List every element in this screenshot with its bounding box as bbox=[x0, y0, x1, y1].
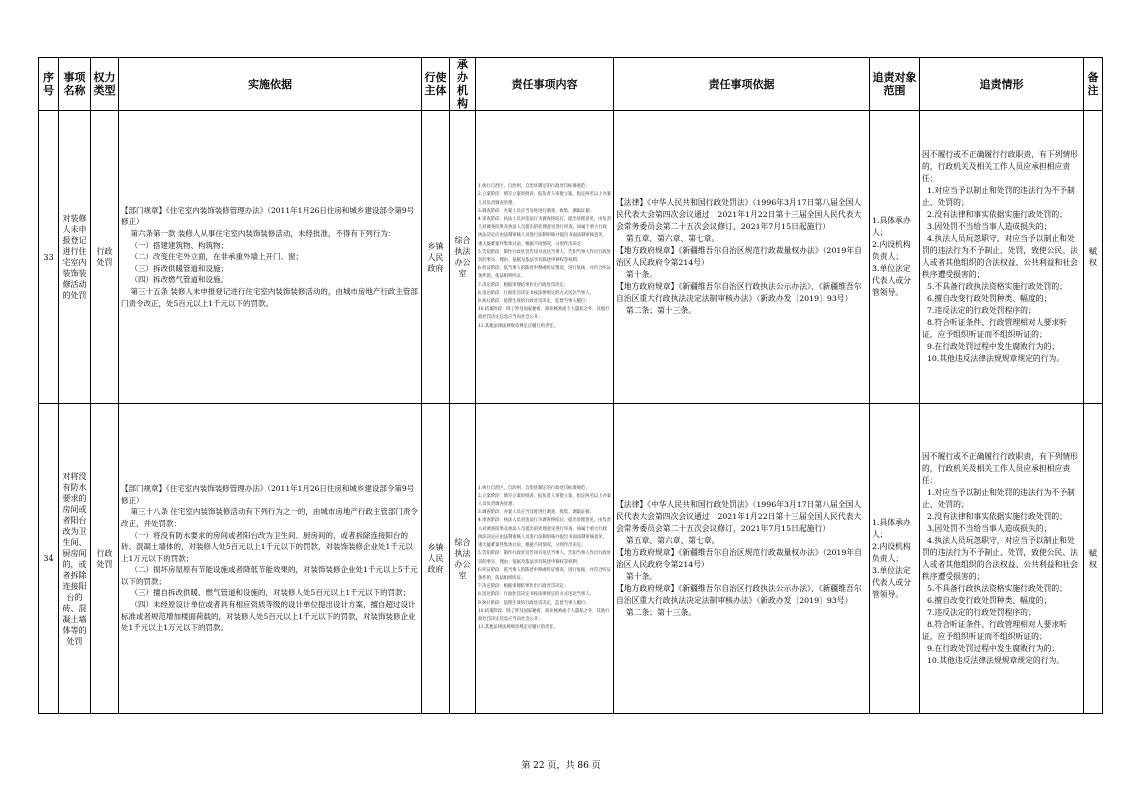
basis-line: （二）改变住宅外立面，在非承重外墙上开门、窗； bbox=[121, 252, 304, 262]
scope-cell bbox=[870, 111, 920, 404]
seq-cell: 33 bbox=[39, 111, 59, 404]
rbasis-line: 【地方政府规章】《新疆维吾尔自治区规范行政裁量权办法》（2019年自治区人民政府令第214号） bbox=[616, 547, 862, 569]
basis-line: （一）搭建建筑物、构筑物； bbox=[121, 240, 229, 250]
resp-line: 2.立案阶段：填写立案审批表，报负责人审批立案，指定两名以上办案人员负责调查处理； bbox=[478, 493, 612, 508]
header-type: 权力类型 bbox=[91, 58, 119, 111]
header-basis: 实施依据 bbox=[119, 58, 422, 111]
header-rbasis: 责任事项依据 bbox=[614, 58, 870, 111]
circ-line: 因不履行或不正确履行行政职责，有下列情形的，行政机关及相关工作人员应承担相应责任： bbox=[922, 150, 1078, 183]
circ-cell bbox=[920, 404, 1084, 714]
rbasis-line: 第二条；第十三条。 bbox=[616, 306, 697, 315]
rbasis-line: 【地方政府规章】《新疆维吾尔自治区规范行政裁量权办法》（2019年自治区人民政府令第214号） bbox=[616, 246, 862, 267]
circ-line: 9.在行政处罚过程中发生腐败行为的； bbox=[922, 342, 1060, 351]
rbasis-cell bbox=[614, 111, 870, 404]
circ-line: 4.执法人员玩忽职守，对应当予以制止和处罚的违法行为不予制止、处罚，致使公民、法人或者其他组织的合法权益、公共利益和社会秩序遭受损害的； bbox=[922, 234, 1078, 279]
scope-line: 1.具体承办人； bbox=[872, 517, 911, 539]
circ-line: 7.违反法定的行政处罚程序的； bbox=[922, 607, 1036, 617]
basis-line: （四）未经原设计单位或者具有相应资质等级的设计单位提出设计方案，擅自超过设计标准或者规范增加楼面荷载的，对装修人处5百元以上1千元以下的罚款，对装饰装修企业处1千元以上1万元以下的罚款。 bbox=[121, 600, 416, 633]
resp-line: 6.听证阶段：依当事人的陈述申辩或听证情况，进行复核，并符合听证条件的，依法组织听证； bbox=[478, 266, 612, 280]
note-cell: 赋权 bbox=[1084, 404, 1103, 714]
circ-line: 1.对应当予以制止和处罚的违法行为不予制止、处罚的； bbox=[922, 487, 1075, 509]
rbasis-line: 第二条；第十三条。 bbox=[616, 607, 697, 617]
basis-line: 【部门规章】《住宅室内装饰装修管理办法》（2011年1月26日住房和城乡建设部令第9号修正） bbox=[121, 205, 415, 227]
circ-line: 2.没有法律和事实依据实施行政处罚的； bbox=[922, 210, 1067, 219]
resp-line: 9.执行阶段：依照生效的行政处罚决定，监督当事人履行； bbox=[478, 299, 590, 305]
note-cell: 赋权 bbox=[1084, 111, 1103, 404]
resp-line: 8.送达阶段：行政处罚决定书按法律规定的方式送达当事人； bbox=[478, 290, 594, 296]
scope-cell bbox=[870, 404, 920, 714]
rbasis-cell bbox=[614, 404, 870, 714]
circ-line: 5.不具备行政执法资格实施行政处罚的； bbox=[922, 282, 1067, 291]
basis-cell bbox=[119, 404, 422, 714]
circ-line: 5.不具备行政执法资格实施行政处罚的； bbox=[922, 583, 1067, 593]
circ-cell bbox=[920, 111, 1084, 404]
circ-line: 8.符合听证条件、行政管理相对人要求听证，应予组织听证而不组织听证的； bbox=[922, 318, 1067, 339]
circ-line: 10.其他违反法律法规规章规定的行为。 bbox=[922, 354, 1065, 363]
header-circ: 追责情形 bbox=[920, 58, 1084, 111]
table-row bbox=[39, 404, 1103, 714]
scope-line: 2.内设机构负责人； bbox=[872, 240, 911, 261]
resp-cell bbox=[476, 111, 614, 404]
subject-cell: 乡镇人民政府 bbox=[422, 404, 450, 714]
circ-line: 6.擅自改变行政处罚种类、幅度的； bbox=[922, 595, 1052, 605]
basis-line: （三）拆改供暖管道和设施； bbox=[121, 263, 229, 273]
header-scope: 追责对象范围 bbox=[870, 58, 920, 111]
rbasis-line: 【地方政府规章】《新疆维吾尔自治区行政执法公示办法》、《新疆维吾尔自治区重大行政执法决定法制审核办法》（新政办发〔2019〕93号） bbox=[616, 583, 862, 605]
header-org: 承办机构 bbox=[450, 58, 476, 111]
scope-line: 3.单位法定代表人或分管领导。 bbox=[872, 264, 911, 297]
item-name-cell: 对将没有防水要求的房间或者阳台改为卫生间、厨房间的，或者拆除连接阳台的砖、混凝土墙体等的处罚 bbox=[59, 404, 91, 714]
org-cell: 综合执法办公室 bbox=[450, 111, 476, 404]
circ-line: 8.符合听证条件、行政管理相对人要求听证，应予组织听证而不组织听证的； bbox=[922, 619, 1067, 641]
page-footer: 第 22 页，共 86 页 bbox=[521, 761, 601, 771]
rbasis-line: 第十条。 bbox=[616, 270, 658, 279]
circ-line: 7.违反法定的行政处罚程序的； bbox=[922, 306, 1036, 315]
responsibility-table bbox=[38, 57, 1103, 714]
header-seq: 序号 bbox=[39, 58, 59, 111]
basis-line: （一）将没有防水要求的房间或者阳台改为卫生间、厨房间的，或者拆除连接阳台的砖、混凝土墙体的，对装修人处5百元以上1千元以下的罚款，对装饰装修企业处1千元以上1万元以下的罚款； bbox=[121, 530, 413, 563]
resp-line: 3.调查阶段：办案人员应当及时进行调查、收集、调取证据； bbox=[478, 208, 594, 214]
circ-line: 3.因处罚不当给当事人造成损失的； bbox=[922, 222, 1052, 231]
scope-line: 2.内设机构负责人； bbox=[872, 541, 911, 563]
resp-line: 1.执行自治区、自治州、自治县制定的行政处罚标准规范； bbox=[478, 485, 590, 491]
resp-line: 7.决定阶段：根据审理结果作出行政处罚决定； bbox=[478, 584, 569, 590]
power-type-cell: 行政处罚 bbox=[91, 404, 119, 714]
basis-line: 第六条第一款 装修人从事住宅室内装饰装修活动，未经批准，不得有下列行为： bbox=[121, 229, 396, 239]
basis-line: 第三十五条 装修人未申报登记进行住宅室内装饰装修活动的，由城市房地产行政主管部门责令改正，处5百元以上1千元以下的罚款。 bbox=[121, 286, 418, 308]
circ-line: 4.执法人员玩忽职守，对应当予以制止和处罚的违法行为不予制止、处罚，致使公民、法人或者其他组织的合法权益、公共利益和社会秩序遭受损害的； bbox=[922, 535, 1078, 581]
rbasis-line: 第五章、第六章、第七章。 bbox=[616, 535, 720, 545]
resp-line: 7.决定阶段：根据审理结果作出行政处罚决定； bbox=[478, 282, 569, 288]
table-header-row bbox=[39, 58, 1103, 111]
header-subject: 行使主体 bbox=[422, 58, 450, 111]
circ-line: 9.在行政处罚过程中发生腐败行为的； bbox=[922, 643, 1060, 653]
resp-line: 11.其他法律法规规章规定应履行的责任。 bbox=[478, 625, 558, 631]
resp-line: 3.调查阶段：办案人员应当及时进行调查、收集、调取证据； bbox=[478, 510, 594, 516]
resp-line: 5.告知阶段：制作行政处罚告知书送达当事人，告知当事人作出行政处罚的事实、理由、依据及依法享有陈述申辩权等权利； bbox=[478, 249, 612, 263]
header-note: 备注 bbox=[1084, 58, 1103, 111]
header-name: 事项名称 bbox=[59, 58, 91, 111]
circ-line: 1.对应当予以制止和处罚的违法行为不予制止、处罚的； bbox=[922, 186, 1075, 207]
circ-line: 因不履行或不正确履行行政职责，有下列情形的，行政机关及相关工作人员应承担相应责任： bbox=[922, 451, 1078, 485]
circ-line: 10.其他违反法律法规规章规定的行为。 bbox=[922, 655, 1065, 665]
circ-line: 2.没有法律和事实依据实施行政处罚的； bbox=[922, 511, 1067, 521]
resp-line: 4.审查阶段：执法人员对违法行为调查终结后，提出处理意见，由负责人对调查结果及执法人员提出的处理意见进行审查。如属于重大行政执法决定应由法制审核人员进行法制审核并提出书面法制审核意见，重大疑难案件集体讨论，根据不同情况，分别作出决定； bbox=[478, 216, 612, 247]
rbasis-line: 【地方政府规章】《新疆维吾尔自治区行政执法公示办法》、《新疆维吾尔自治区重大行政执法决定法制审核办法》（新政办发〔2019〕93号） bbox=[616, 282, 862, 303]
scope-line: 1.具体承办人； bbox=[872, 216, 911, 237]
resp-line: 10.结案阶段：除了涉及国家秘密、商业秘密或个人隐私之外，其他行政处罚决定信息应当向社会公开； bbox=[478, 608, 610, 622]
subject-cell: 乡镇人民政府 bbox=[422, 111, 450, 404]
resp-line: 9.执行阶段：依照生效的行政处罚决定，监督当事人履行； bbox=[478, 600, 590, 606]
basis-line: 第三十八条 住宅室内装饰装修活动有下列行为之一的，由城市房地产行政主管部门责令改正，并处罚款： bbox=[121, 507, 418, 528]
scope-line: 3.单位法定代表人或分管领导。 bbox=[872, 565, 911, 599]
resp-line: 5.告知阶段：制作行政处罚告知书送达当事人，告知当事人作出行政处罚的事实、理由、依据及依法享有陈述申辩权等权利； bbox=[478, 551, 612, 565]
rbasis-line: 【法律】《中华人民共和国行政处罚法》（1996年3月17日第八届全国人民代表大会第四次会议通过 2021年1月22日第十三届全国人民代表大会常务委员会第二十五次会议修订，2021年7月15日起施行） bbox=[616, 198, 862, 231]
circ-line: 3.因处罚不当给当事人造成损失的； bbox=[922, 523, 1052, 533]
resp-line: 2.立案阶段：填写立案审批表，报负责人审批立案，指定两名以上办案人员负责调查处理； bbox=[478, 192, 612, 206]
table-row bbox=[39, 111, 1103, 404]
rbasis-line: 第五章、第六章、第七章。 bbox=[616, 234, 720, 243]
org-cell: 综合执法办公室 bbox=[450, 404, 476, 714]
resp-line: 10.结案阶段：除了涉及国家秘密、商业秘密或个人隐私之外，其他行政处罚决定信息应当向社会公开； bbox=[478, 307, 610, 321]
power-type-cell: 行政处罚 bbox=[91, 111, 119, 404]
header-resp: 责任事项内容 bbox=[476, 58, 614, 111]
resp-line: 11.其他法律法规规章规定应履行的责任。 bbox=[478, 323, 558, 329]
basis-line: （四）拆改燃气管道和设施。 bbox=[121, 275, 229, 285]
item-name-cell: 对装修人未申报登记进行住宅室内装饰装修活动的处罚 bbox=[59, 111, 91, 404]
seq-cell: 34 bbox=[39, 404, 59, 714]
basis-cell bbox=[119, 111, 422, 404]
resp-line: 6.听证阶段：依当事人的陈述申辩或听证情况，进行复核，并符合听证条件的，依法组织听证； bbox=[478, 567, 612, 581]
resp-line: 8.送达阶段：行政处罚决定书按法律规定的方式送达当事人； bbox=[478, 592, 594, 598]
resp-line: 1.执行自治区、自治州、自治县制定的行政处罚标准规范； bbox=[478, 184, 590, 190]
basis-line: （三）擅自拆改供暖、燃气管道和设施的，对装修人处5百元以上1千元以下的罚款； bbox=[121, 588, 411, 598]
basis-line: 【部门规章】《住宅室内装饰装修管理办法》（2011年1月26日住房和城乡建设部令第9号修正） bbox=[121, 484, 415, 505]
resp-line: 4.审查阶段：执法人员对违法行为调查终结后，提出处理意见，由负责人对调查结果及执法人员提出的处理意见进行审查。如属于重大行政执法决定应由法制审核人员进行法制审核并提出书面法制审核意见，重大疑难案件集体讨论，根据不同情况，分别作出决定； bbox=[478, 518, 612, 549]
basis-line: （二）损坏房屋原有节能设施或者降低节能效果的，对装饰装修企业处1千元以上5千元以下的罚款； bbox=[121, 565, 418, 586]
resp-cell bbox=[476, 404, 614, 714]
rbasis-line: 第十条。 bbox=[616, 571, 658, 581]
rbasis-line: 【法律】《中华人民共和国行政处罚法》（1996年3月17日第八届全国人民代表大会第四次会议通过 2021年1月22日第十三届全国人民代表大会常务委员会第二十五次会议修订，2021年7月15日起施行） bbox=[616, 499, 862, 533]
circ-line: 6.擅自改变行政处罚种类、幅度的； bbox=[922, 294, 1052, 303]
